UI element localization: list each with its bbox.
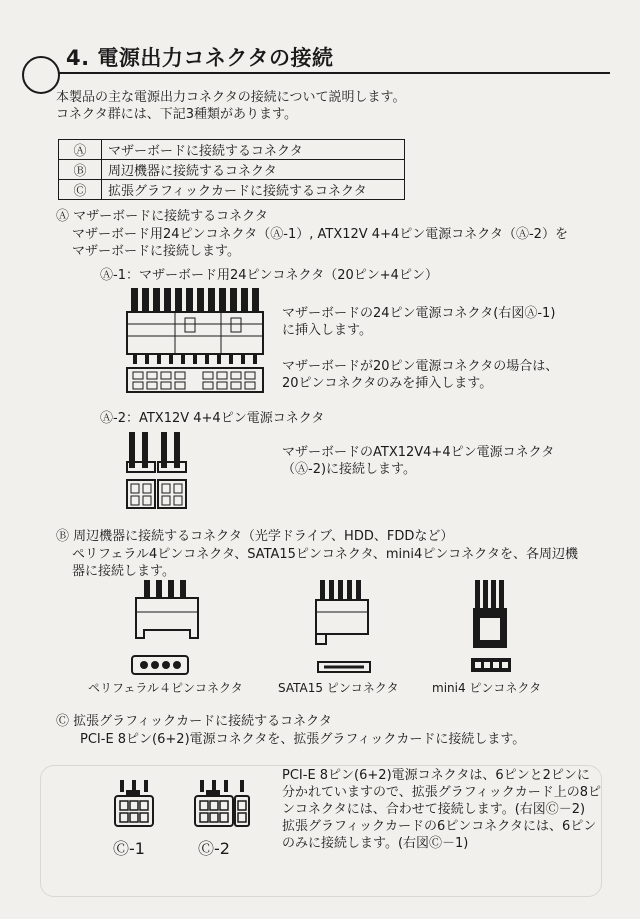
type-key-c: Ⓒ xyxy=(59,180,102,200)
title-circle-icon xyxy=(22,56,60,94)
table-row xyxy=(59,180,405,200)
caption-mini4: mini4 ピンコネクタ xyxy=(432,681,542,695)
c-text-2: 分かれていますので、拡張グラフィックカード上の8ピ xyxy=(282,785,601,800)
type-label-c: 拡張グラフィックカードに接続するコネクタ xyxy=(102,180,405,200)
connector-types-table xyxy=(58,139,405,200)
peripheral-4pin-connector-illustration xyxy=(130,580,205,680)
c-text-3: ンコネクタには、合わせて接続します。(右図Ⓒ－2) xyxy=(282,802,586,817)
label-c1: Ⓒ-1 xyxy=(113,839,145,858)
a1-heading: Ⓐ-1：マザーボード用24ピンコネクタ（20ピン+4ピン） xyxy=(100,268,438,283)
section-c-heading: Ⓒ 拡張グラフィックカードに接続するコネクタ xyxy=(56,714,332,729)
section-title xyxy=(66,42,334,72)
type-label-b: 周辺機器に接続するコネクタ xyxy=(102,160,405,180)
intro-line-1: 本製品の主な電源出力コネクタの接続について説明します。 xyxy=(56,90,406,105)
section-c-desc: PCI-E 8ピン(6+2)電源コネクタを、拡張グラフィックカードに接続します。 xyxy=(80,732,526,747)
section-title-text: 電源出力コネクタの接続 xyxy=(97,46,334,70)
atx12v-4plus4-connector-illustration xyxy=(125,432,200,512)
section-number: 4. xyxy=(66,46,90,70)
title-rule xyxy=(44,72,610,74)
a1-text-3: マザーボードが20ピン電源コネクタの場合は、 xyxy=(282,359,559,374)
c-text-5: のみに接続します。(右図Ⓒ－1) xyxy=(282,836,469,851)
caption-peripheral: ペリフェラル４ピンコネクタ xyxy=(88,681,243,695)
c-text-4: 拡張グラフィックカードの6ピンコネクタには、6ピン xyxy=(282,819,597,834)
intro-line-2: コネクタ群には、下記3種類があります。 xyxy=(56,107,297,122)
table-row xyxy=(59,140,405,160)
table-row xyxy=(59,160,405,180)
label-c2: Ⓒ-2 xyxy=(198,839,230,858)
type-key-a: Ⓐ xyxy=(59,140,102,160)
pcie-8pin-connector-illustration xyxy=(192,780,252,830)
a1-text-2: に挿入します。 xyxy=(282,323,372,338)
caption-sata15: SATA15 ピンコネクタ xyxy=(278,681,399,695)
a2-heading: Ⓐ-2：ATX12V 4+4ピン電源コネクタ xyxy=(100,411,325,426)
section-a-desc-1: マザーボード用24ピンコネクタ（Ⓐ-1）, ATX12V 4+4ピン電源コネクタ（Ⓐ-2）を xyxy=(72,227,568,242)
mini4pin-connector-illustration xyxy=(465,580,520,680)
type-label-a: マザーボードに接続するコネクタ xyxy=(102,140,405,160)
type-key-b: Ⓑ xyxy=(59,160,102,180)
c-text-1: PCI-E 8ピン(6+2)電源コネクタは、6ピンと2ピンに xyxy=(282,768,590,783)
atx-24pin-connector-illustration xyxy=(125,288,265,396)
section-a-desc-2: マザーボードに接続します。 xyxy=(72,244,240,259)
section-a-heading: Ⓐ マザーボードに接続するコネクタ xyxy=(56,209,268,224)
a1-text-1: マザーボードの24ピン電源コネクタ(右図Ⓐ-1) xyxy=(282,306,556,321)
section-b-desc-1: ペリフェラル4ピンコネクタ、SATA15ピンコネクタ、mini4ピンコネクタを、各周辺機 xyxy=(72,547,579,562)
a1-text-4: 20ピンコネクタのみを挿入します。 xyxy=(282,376,493,391)
section-b-heading: Ⓑ 周辺機器に接続するコネクタ（光学ドライブ、HDD、FDDなど） xyxy=(56,529,454,544)
sata15-connector-illustration xyxy=(308,580,383,680)
section-b-desc-2: 器に接続します。 xyxy=(72,564,175,579)
a2-text-2: （Ⓐ-2)に接続します。 xyxy=(282,462,416,477)
pcie-6pin-connector-illustration xyxy=(112,780,157,830)
a2-text-1: マザーボードのATX12V4+4ピン電源コネクタ xyxy=(282,445,555,460)
